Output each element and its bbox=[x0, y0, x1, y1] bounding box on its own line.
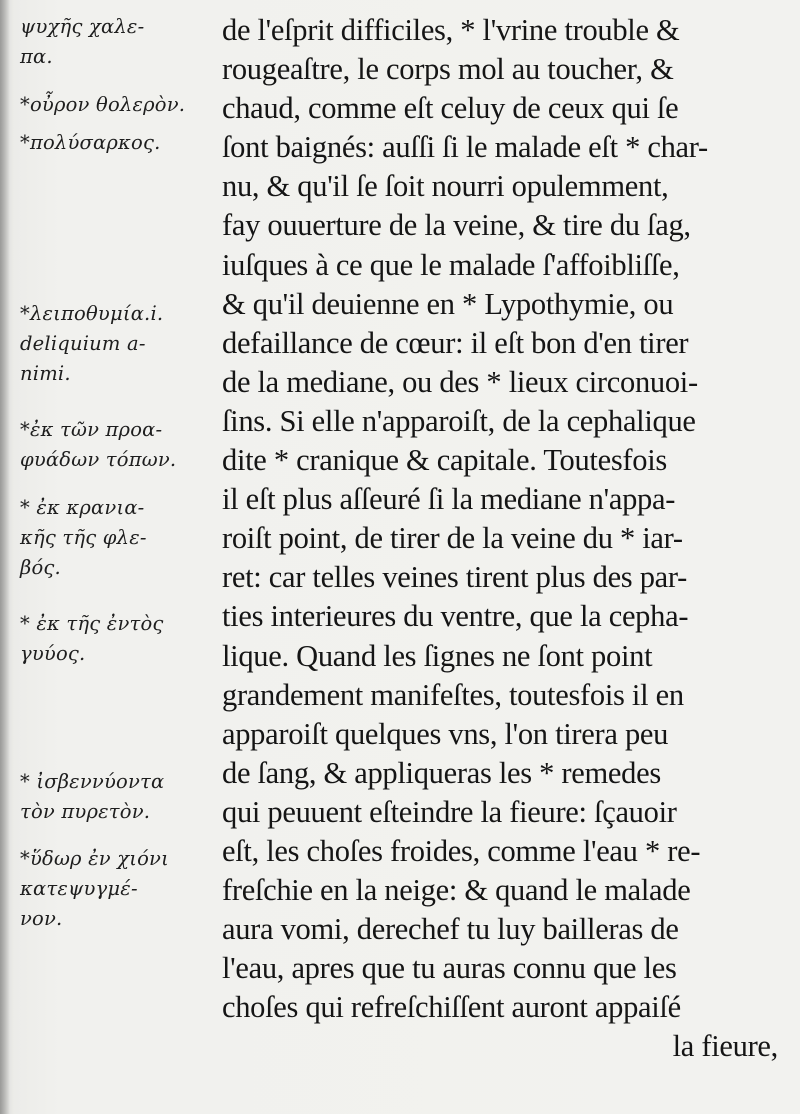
text-line: nu, & qu'il ſe ſoit nourri opulemment, bbox=[222, 169, 669, 204]
margin-note bbox=[20, 844, 220, 934]
text-line: lique. Quand les ſignes ne ſont point bbox=[222, 638, 653, 673]
main-text-column bbox=[222, 11, 786, 1101]
margin-note-line: πα. bbox=[20, 45, 53, 68]
margin-note bbox=[20, 415, 220, 475]
text-line: eſt, les choſes froides, comme l'eau * re- bbox=[222, 833, 701, 868]
text-line: choſes qui refreſchiſſent auront appaiſé bbox=[222, 990, 681, 1025]
margin-note-line: φυάδων τόπων. bbox=[20, 448, 177, 471]
margin-note bbox=[20, 767, 220, 827]
text-line: iuſques à ce que le malade ſ'affoibliſſe, bbox=[222, 247, 680, 282]
margin-note-line: βός. bbox=[20, 556, 61, 579]
text-line: il eſt plus aſſeuré ſi la mediane n'appa- bbox=[222, 482, 676, 517]
text-line: aura vomi, derechef tu luy bailleras de bbox=[222, 912, 679, 947]
margin-note-line: *λειποθυμία.i. bbox=[20, 302, 164, 325]
text-line: l'eau, apres que tu auras connu que les bbox=[222, 951, 677, 986]
text-line: fay ouuerture de la veine, & tire du ſag, bbox=[222, 208, 691, 243]
margin-note-line: γυύος. bbox=[20, 642, 86, 665]
text-line: freſchie en la neige: & quand le malade bbox=[222, 873, 691, 908]
text-line: roiſt point, de tirer de la veine du * iar- bbox=[222, 521, 683, 556]
margin-note bbox=[20, 493, 220, 583]
text-line: ſont baignés: auſſi ſi le malade eſt * char- bbox=[222, 130, 708, 165]
text-line: de l'eſprit difficiles, * l'vrine trouble & bbox=[222, 13, 680, 47]
margin-note-line: *ὕδωρ ἐν χιόνι bbox=[20, 847, 169, 870]
margin-note-line: κῆς τῆς φλε- bbox=[20, 526, 147, 549]
text-line: defaillance de cœur: il eſt bon d'en tirer bbox=[222, 325, 689, 360]
margin-note-line: * ἰσβεννύοντα bbox=[20, 770, 165, 793]
margin-note bbox=[20, 299, 220, 389]
text-line: la fieure, bbox=[672, 1029, 778, 1064]
margin-note-line: * ἐκ κρανια- bbox=[20, 496, 145, 519]
text-line: ſins. Si elle n'apparoiſt, de la cephalique bbox=[222, 403, 696, 438]
text-line: ties interieures du ventre, que la cepha- bbox=[222, 599, 689, 634]
margin-notes-column bbox=[20, 12, 220, 1102]
text-line: rougeaſtre, le corps mol au toucher, & bbox=[222, 52, 674, 87]
text-line: grandement manifeſtes, toutesfois il en bbox=[222, 677, 684, 712]
text-line: dite * cranique & capitale. Toutesfois bbox=[222, 443, 667, 478]
margin-note-line: τὸν πυρετὸν. bbox=[20, 800, 151, 823]
margin-note bbox=[20, 12, 220, 72]
margin-note-line: *οὖρον θολερὸν. bbox=[20, 93, 186, 116]
margin-note-line: deliquium a- bbox=[20, 332, 146, 355]
margin-note-line: νον. bbox=[20, 907, 63, 930]
binding-gutter-shadow bbox=[0, 0, 10, 1114]
text-line: & qu'il deuienne en * Lypothymie, ou bbox=[222, 286, 674, 321]
margin-note-line: *πολύσαρκος. bbox=[20, 131, 161, 154]
margin-note bbox=[20, 90, 220, 120]
margin-note-line: κατεψυγμέ- bbox=[20, 877, 138, 900]
text-line: de la mediane, ou des * lieux circonuoi- bbox=[222, 364, 698, 399]
margin-note-line: ψυχῆς χαλε- bbox=[20, 15, 145, 38]
text-line: de ſang, & appliqueras les * remedes bbox=[222, 755, 661, 790]
text-line: qui peuuent eſteindre la fieure: ſçauoir bbox=[222, 794, 677, 829]
margin-note bbox=[20, 128, 220, 158]
margin-note bbox=[20, 609, 220, 669]
text-line: chaud, comme eſt celuy de ceux qui ſe bbox=[222, 91, 679, 126]
text-line: apparoiſt quelques vns, l'on tirera peu bbox=[222, 716, 669, 751]
text-line: ret: car telles veines tirent plus des par- bbox=[222, 560, 687, 595]
margin-note-line: * ἐκ τῆς ἐντὸς bbox=[20, 612, 164, 635]
margin-note-line: nimi. bbox=[20, 362, 71, 385]
margin-note-line: *ἐκ τῶν πρoα- bbox=[20, 418, 163, 441]
